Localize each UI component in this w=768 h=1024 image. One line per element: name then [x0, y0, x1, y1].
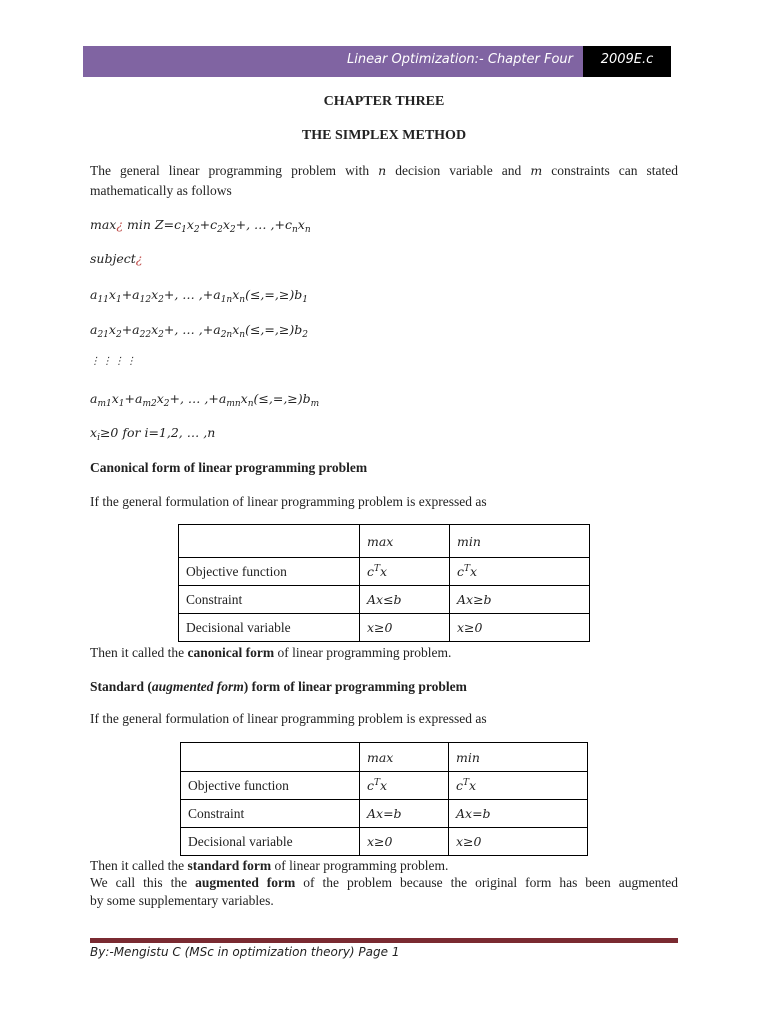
intro-paragraph	[90, 161, 678, 201]
objective-min: $c^Tx$	[450, 558, 590, 586]
table-row	[179, 558, 590, 586]
table-cell-empty	[181, 743, 360, 772]
canonical-intro: If the general formulation of linear programming problem is expressed as	[90, 494, 487, 509]
row-label: Decisional variable	[181, 828, 360, 856]
variable-min: x≥0	[449, 828, 588, 856]
subject-to-line: subject¿	[90, 251, 143, 266]
row-label: Constraint	[179, 586, 360, 614]
header-year: 2009E.c	[600, 52, 654, 67]
constraint-m: $a_{m1}x_1+a_{m2}x_2+$, … $,+a_{mn}x_n(\le,=,\ge)b_m$	[90, 391, 320, 409]
objective-max: $c^Tx$	[360, 772, 449, 800]
table-header-max: max	[360, 525, 450, 558]
table-cell-empty	[179, 525, 360, 558]
row-label: Objective function	[179, 558, 360, 586]
footer-divider	[90, 938, 678, 943]
table-header-min: min	[449, 743, 588, 772]
header-title: Linear Optimization:- Chapter Four	[346, 52, 573, 67]
canonical-heading: Canonical form of linear programming problem	[90, 460, 368, 475]
nonnegativity-constraint: $x_i\ge 0$ for i=1,2, … ,n	[90, 425, 216, 443]
table-header-row	[179, 525, 590, 558]
intro-line-2: mathematically as follows	[90, 183, 232, 198]
chapter-title: CHAPTER THREE	[323, 94, 445, 109]
standard-table	[180, 742, 588, 856]
augmented-line-2: by some supplementary variables.	[90, 893, 274, 908]
objective-min: $c^Tx$	[449, 772, 588, 800]
augmented-line-1: We call this the augmented form of the problem because the original form has been augmented	[90, 875, 678, 890]
table-header-min: min	[450, 525, 590, 558]
objective-equation: max¿ $\min Z=c_1x_2+c_2x_2+$, … $,+c_nx_n$	[90, 217, 311, 235]
standard-conclusion: Then it called the standard form of linear programming problem.	[90, 858, 449, 873]
constraint-2: $a_{21}x_2+a_{22}x_2+$, … $,+a_{2n}x_n(\le,=,\ge)b_2$	[90, 322, 308, 340]
standard-heading: Standard (augmented form) form of linear programming problem	[90, 679, 467, 694]
table-row	[179, 586, 590, 614]
variable-max: x≥0	[360, 828, 449, 856]
canonical-conclusion: Then it called the canonical form of linear programming problem.	[90, 645, 452, 660]
row-label: Constraint	[181, 800, 360, 828]
constraint-min: Ax=b	[449, 800, 588, 828]
canonical-table	[178, 524, 590, 642]
augmented-paragraph	[90, 874, 678, 910]
table-header-max: max	[360, 743, 449, 772]
constraint-1: $a_{11}x_1+a_{12}x_2+$, … $,+a_{1n}x_n(\le,=,\ge)b_1$	[90, 287, 308, 305]
table-header-row	[181, 743, 588, 772]
intro-line-1: The general linear programming problem with n decision variable and m constraints can stated	[90, 163, 678, 178]
footer-text: By:-Mengistu C (MSc in optimization theory) Page 1	[90, 945, 400, 959]
row-label: Objective function	[181, 772, 360, 800]
table-row	[181, 828, 588, 856]
variable-min: x≥0	[450, 614, 590, 642]
standard-intro: If the general formulation of linear programming problem is expressed as	[90, 711, 487, 726]
section-title: THE SIMPLEX METHOD	[301, 128, 467, 143]
vertical-ellipsis: ⋮⋮⋮⋮	[90, 356, 138, 367]
table-row	[181, 772, 588, 800]
table-row	[179, 614, 590, 642]
header-year-box	[583, 46, 671, 77]
row-label: Decisional variable	[179, 614, 360, 642]
header-bar	[83, 46, 583, 77]
constraint-max: Ax=b	[360, 800, 449, 828]
objective-max: $c^Tx$	[360, 558, 450, 586]
constraint-max: Ax≤b	[360, 586, 450, 614]
variable-max: x≥0	[360, 614, 450, 642]
constraint-min: Ax≥b	[450, 586, 590, 614]
table-row	[181, 800, 588, 828]
